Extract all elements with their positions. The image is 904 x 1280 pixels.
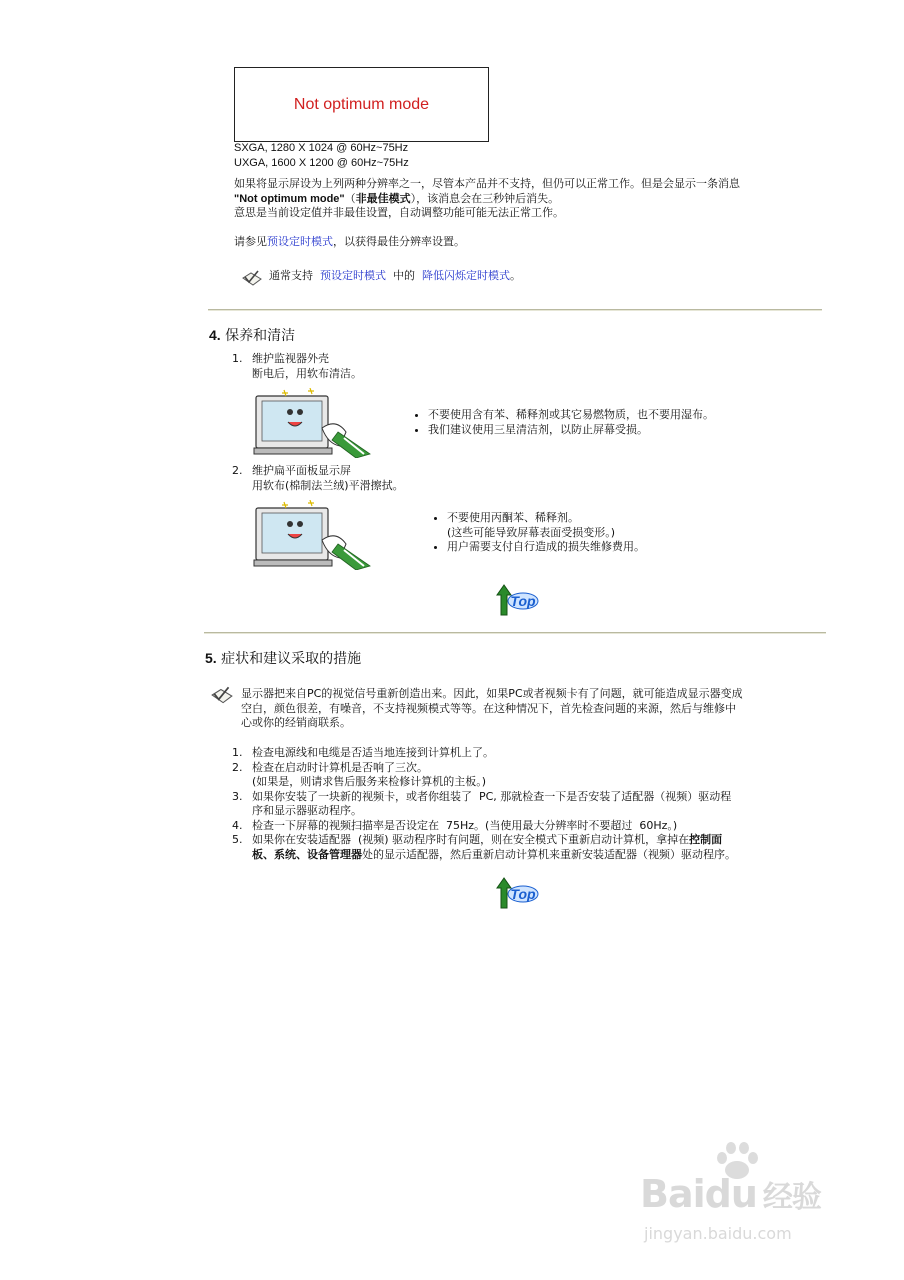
- note-checkmark-icon: [241, 268, 263, 288]
- watermark-bai: Bai: [640, 1172, 705, 1216]
- step-3: [232, 790, 832, 819]
- care-item-1-bullet-1: • 不要使用含有苯、稀释剂或其它易燃物质，也不要用湿布。: [428, 408, 832, 423]
- section-5-heading: [205, 648, 361, 668]
- intro-bold-cn: 非最佳模式: [355, 191, 411, 205]
- note1-prefix: 通常支持: [269, 269, 313, 282]
- care-item-2-bullet-1-text: 不要使用丙酮苯、稀释剂。: [447, 511, 579, 524]
- step-4-line-1: 检查一下屏幕的视频扫描率是否设定在 75Hz。(当使用最大分辨率时不要超过 60Hz。): [252, 818, 678, 832]
- section-5-note-line-2: 空白，颜色很差，有噪音，不支持视频模式等等。在这种情况下，首先检查问题的来源，然后与维修中: [241, 701, 736, 715]
- section-5-note-line-1: 显示器把来自PC的视觉信号重新创造出来。因此，如果PC或者视频卡有了问题，就可能造成显示器变成: [241, 687, 743, 700]
- intro-line-2-rest: ），该消息会在三秒钟后消失。: [410, 191, 560, 205]
- care-item-2-title: 维护扁平面板显示屏: [252, 464, 351, 477]
- not-optimum-mode-screen: [234, 67, 489, 142]
- refer-prefix: 请参见: [234, 235, 267, 248]
- resolution-uxga: UXGA, 1600 X 1200 @ 60Hz~75Hz: [234, 156, 409, 169]
- step-2-number: 2.: [232, 760, 243, 774]
- step-2: [232, 761, 832, 790]
- care-item-2-bullets: [431, 511, 831, 555]
- section-divider: [208, 309, 822, 311]
- care-item-1: [232, 352, 362, 380]
- baidu-jingyan-watermark: [640, 1160, 850, 1270]
- preset-timing-link[interactable]: 预设定时模式: [267, 235, 333, 248]
- section-5-note-line-3: 心或你的经销商联系。: [241, 716, 351, 729]
- watermark-du: du: [704, 1172, 757, 1216]
- watermark-url: jingyan.baidu.com: [644, 1224, 792, 1243]
- back-to-top-button[interactable]: [495, 583, 539, 617]
- top-label-2: Top: [510, 886, 536, 902]
- section-5-title: 症状和建议采取的措施: [221, 651, 362, 667]
- intro-line-1: 如果将显示屏设为上列两种分辨率之一，尽管本产品并不支持，但仍可以正常工作。但是会显示一条消息: [234, 177, 740, 190]
- step-5-number: 5.: [232, 833, 243, 846]
- step-2-line-1: 检查在启动时计算机是否响了三次。: [252, 760, 428, 774]
- section-4-number: 4.: [209, 327, 221, 343]
- intro-line-2: [234, 192, 834, 207]
- resolution-sxga: SXGA, 1280 X 1024 @ 60Hz~75Hz: [234, 142, 409, 154]
- care-item-1-bullets: [412, 408, 832, 437]
- section-4-title: 保养和清洁: [225, 328, 296, 344]
- step-5-line-2: 处的显示适配器，然后重新启动计算机来重新安装适配器（视频）驱动程序。: [362, 847, 736, 861]
- watermark-brand: [640, 1172, 821, 1216]
- step-5-bold-2: 板、系统、设备管理器: [252, 847, 362, 861]
- step-5-line-1: 如果你在安装适配器 (视频) 驱动程序时有问题，则在安全模式下重新启动计算机，拿掉在: [252, 833, 690, 846]
- step-2-line-2: (如果是，则请求售后服务来检修计算机的主板。): [252, 775, 487, 788]
- care-item-2-bullet-1: [447, 511, 831, 540]
- flat-panel-cleaning-illustration: [252, 500, 378, 570]
- preset-timing-mode-link[interactable]: 预设定时模式: [320, 269, 386, 282]
- top-arrow-icon: [495, 583, 539, 617]
- section-divider-2: [204, 632, 826, 634]
- section-5-note: [241, 687, 831, 731]
- troubleshoot-steps: [232, 746, 832, 862]
- section-4-heading: [209, 325, 295, 345]
- care-item-1-desc: 断电后，用软布清洁。: [252, 367, 362, 380]
- refer-suffix: ，以获得最佳分辨率设置。: [333, 235, 465, 248]
- note1-mid: 中的: [393, 269, 415, 282]
- intro-bold-mode: "Not optimum mode": [234, 192, 345, 205]
- step-3-line-1: 如果你安装了一块新的视频卡，或者你组装了 PC, 那就检查一下是否安装了适配器（视频）驱动程: [252, 789, 732, 803]
- care-item-2-bullet-1-sub: (这些可能导致屏幕表面受损变形。): [447, 525, 616, 539]
- back-to-top-button-2[interactable]: [495, 876, 539, 910]
- reduced-flicker-mode-link[interactable]: 降低闪烁定时模式: [422, 269, 510, 282]
- not-optimum-mode-text: Not optimum mode: [293, 96, 430, 113]
- intro-line-3: 意思是当前设定值并非最佳设置，自动调整功能可能无法正常工作。: [234, 206, 564, 219]
- step-4: [232, 819, 832, 834]
- care-item-1-title: 维护监视器外壳: [252, 352, 329, 365]
- care-item-1-bullet-2: • 我们建议使用三星清洁剂，以防止屏幕受损。: [428, 423, 832, 438]
- note-supported-modes: [269, 269, 521, 284]
- note-checkmark-icon-2: [210, 684, 234, 706]
- watermark-cn: 经验: [762, 1180, 821, 1215]
- top-label: Top: [510, 593, 536, 609]
- step-5: [232, 833, 832, 862]
- intro-paragraph: [234, 177, 834, 221]
- care-item-2-number: 2.: [232, 464, 243, 477]
- step-4-number: 4.: [232, 818, 243, 832]
- step-3-line-2: 序和显示器驱动程序。: [252, 804, 362, 817]
- intro-paren: （: [344, 191, 356, 205]
- top-arrow-icon-2: [495, 876, 539, 910]
- section-5-number: 5.: [205, 650, 217, 666]
- care-item-2-desc: 用软布(棉制法兰绒)平滑擦拭。: [252, 479, 404, 492]
- step-3-number: 3.: [232, 789, 243, 803]
- step-1: [232, 746, 832, 761]
- step-5-bold-1: 控制面: [689, 833, 723, 846]
- note1-suffix: 。: [510, 269, 521, 282]
- monitor-cleaning-illustration: [252, 388, 378, 458]
- care-item-1-number: 1.: [232, 352, 243, 365]
- refer-paragraph: [234, 235, 465, 250]
- care-item-2: [232, 464, 404, 492]
- step-1-number: 1.: [232, 746, 243, 759]
- resolution-list: [234, 141, 409, 170]
- care-item-2-bullet-2: • 用户需要支付自行造成的损失维修费用。: [447, 540, 831, 555]
- step-1-line-1: 检查电源线和电缆是否适当地连接到计算机上了。: [252, 746, 494, 759]
